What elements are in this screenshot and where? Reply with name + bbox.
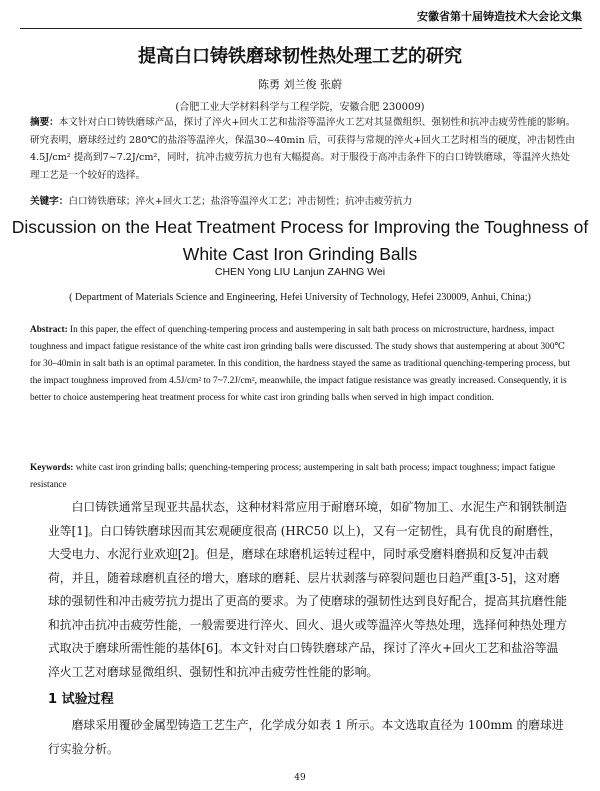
title-english: Discussion on the Heat Treatment Process for Improving the Toughness of White Cast Iron Grinding Balls bbox=[11, 217, 589, 264]
abstract-english-label: Abstract: bbox=[30, 325, 68, 335]
affiliation-chinese: (合肥工业大学材料科学与工程学院，安徽合肥 230009) bbox=[175, 102, 425, 113]
keywords-english-label: Keywords: bbox=[30, 463, 74, 473]
keywords-english bbox=[30, 460, 576, 494]
authors-chinese: 陈勇 刘兰俊 张蔚 bbox=[258, 78, 342, 91]
keywords-chinese-label: 关键字： bbox=[30, 196, 69, 207]
abstract-english-text: In this paper, the effect of quenching-tempering process and austempering in salt bath process on microstructure, hardness, impact toughness and impact fatigue resistance of the white cast iron grinding balls were discussed. The study shows that austempering at about 300℃ for 30–40min in salt bath is an optimal parameter. In this condition, the hardness stayed the same as traditional quenching-tempering process, but the impact toughness improved from 4.5J/cm² to 7~7.2J/cm², meanwhile, the impact fatigue resistance was greatly increased. Consequently, it is better to choice austempering heat treatment process for white cast iron grinding balls when served in high impact condition. bbox=[30, 325, 571, 403]
title-chinese: 提高白口铸铁磨球韧性热处理工艺的研究 bbox=[138, 46, 462, 67]
section-1-paragraph: 磨球采用覆砂金属型铸造工艺生产，化学成分如表 1 所示。本文选取直径为 100mm 的磨球进行实验分析。 bbox=[48, 718, 564, 756]
keywords-chinese bbox=[30, 193, 576, 211]
intro-paragraph: 白口铸铁通常呈现亚共晶状态，这种材料常应用于耐磨环境，如矿物加工、水泥生产和钢铁制造业等[1]。白口铸铁磨球因而其宏观硬度很高 (HRC50 以上)，又有一定韧性，具有优良的耐磨性，大受电力、水泥行业欢迎[2]。但是，磨球在球磨机运转过程中，同时承受磨料磨损和反复冲击载荷，并且，随着球磨机直径的增大，磨球的磨耗、层片状剥落与碎裂问题也日趋严重[3-5]，这对磨球的强韧性和冲击疲劳抗力提出了更高的要求。为了使磨球的强韧性达到良好配合，提高其抗磨性能和抗冲击抗冲击疲劳性能，一般需要进行淬火、回火、退火或等温淬火等热处理，选择何种热处理方式取决于磨球所需性能的基体[6]。本文针对白口铸铁磨球产品，探讨了淬火+回火工艺和盐浴等温淬火工艺对磨球显微组织、强韧性和抗冲击疲劳性性能的影响。 bbox=[48, 500, 568, 679]
abstract-english bbox=[30, 322, 576, 407]
abstract-chinese-text: 本文针对白口铸铁磨球产品，探讨了淬火+回火工艺和盐浴等温淬火工艺对其显微组织、强韧性和抗冲击疲劳性能的影响。研究表明，磨球经过约 280℃的盐浴等温淬火，保温30~40min 后，可获得与常规的淬火+回火工艺时相当的硬度，冲击韧性由 4.5J/cm² 提高到7~7.2J/cm²，同时，抗冲击疲劳抗力也有大幅提高。对于服役于高冲击条件下的白口铸铁磨球，等温淬火热处理工艺是一个较好的选择。 bbox=[30, 117, 576, 181]
keywords-english-text: white cast iron grinding balls; quenching-tempering process; austempering in salt bath process; impact toughness; impact fatigue resistance bbox=[30, 463, 556, 490]
abstract-chinese bbox=[30, 114, 576, 184]
running-header: 安徽省第十届铸造技术大会论文集 bbox=[417, 10, 582, 23]
affiliation-english: ( Department of Materials Science and Engineering, Hefei University of Technology, Hefei 230009, Anhui, China;) bbox=[69, 292, 531, 303]
page-number: 49 bbox=[294, 773, 306, 783]
abstract-chinese-label: 摘要： bbox=[30, 117, 59, 128]
header-rule bbox=[20, 28, 582, 29]
keywords-chinese-text: 白口铸铁磨球；淬火+回火工艺；盐浴等温淬火工艺；冲击韧性；抗冲击疲劳抗力 bbox=[68, 196, 413, 207]
section-1-heading: 1 试验过程 bbox=[48, 692, 114, 707]
authors-english: CHEN Yong LIU Lanjun ZAHNG Wei bbox=[214, 266, 386, 278]
